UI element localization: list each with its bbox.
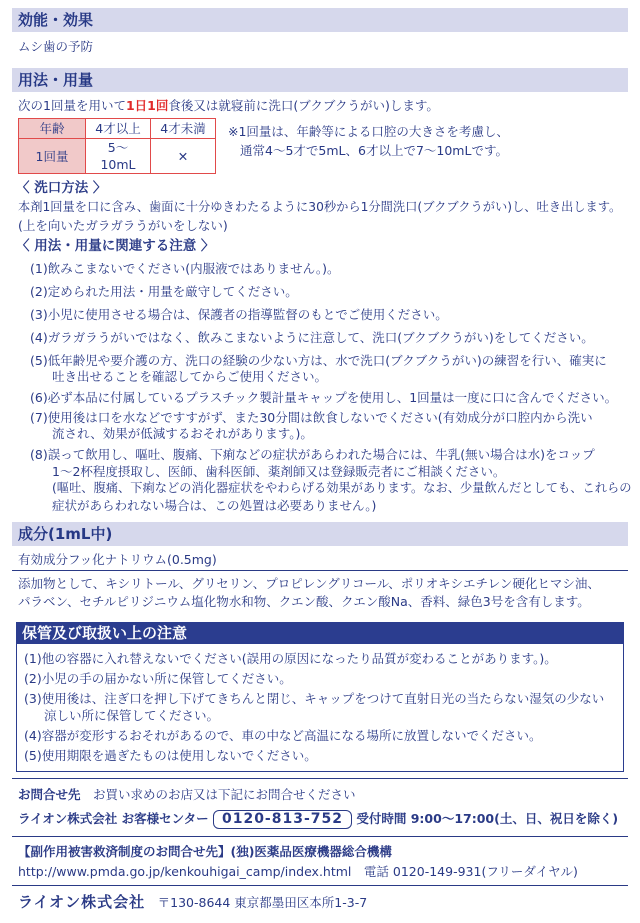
table-row-label: 1回量 [19,139,86,174]
section-efficacy-title: 効能・効果 [12,8,628,32]
storage-3b: 涼しい所に保管してください。 [44,708,220,723]
relief-tel: 電話 0120-149-931(フリーダイヤル) [363,864,578,879]
dosage-note-1: ※1回量は、年齢等による口腔の大きさを考慮し、 [228,124,509,139]
table-cell-under4: ✕ [151,139,216,174]
relief-title: 【副作用被害救済制度のお問合せ先】(独)医薬品医療機器総合機構 [18,844,392,859]
caution-3: (3)小児に使用させる場合は、保護者の指導監督のもとでご使用ください。 [30,307,448,322]
efficacy-body: ムシ歯の予防 [18,39,94,54]
caution-7a: (7)使用後は口を水などですすがず、また30分間は飲食しないでください(有効成分が口腔内から洗い [30,410,593,425]
relief-url: http://www.pmda.go.jp/kenkouhigai_camp/index.html [18,864,352,879]
caution-5b: 吐き出せることを確認してからご使用ください。 [52,369,328,384]
additives-line-1: 添加物として、キシリトール、グリセリン、プロピレングリコール、ポリオキシエチレン硬化ヒマシ油、 [18,576,600,591]
table-cell-4plus: 5〜10mL [86,139,151,174]
caution-2: (2)定められた用法・用量を厳守してください。 [30,284,298,299]
table-header-4plus: 4才以上 [86,119,151,139]
caution-8a: (8)誤って飲用し、嘔吐、腹痛、下痢などの症状があらわれた場合には、牛乳(無い場合は水)をコップ [30,447,595,462]
dosage-intro: 次の1回量を用いて1日1回食後又は就寝前に洗口(ブクブクうがい)します。 [18,98,439,113]
relief-info [18,863,628,880]
storage-1: (1)他の容器に入れ替えないでください(誤用の原因になったり品質が変わることがあります。)。 [24,651,557,666]
usage-caution-title: 〈 用法・用量に関連する注意 〉 [16,238,215,254]
caution-8c: (嘔吐、腹痛、下痢などの消化器症状をやわらげる効果があります。なお、少量飲んだとしても、これらの [52,481,632,495]
caution-4: (4)ガラガラうがいではなく、飲みこまないように注意して、洗口(ブクブクうがい)をしてください。 [30,330,594,345]
storage-3a: (3)使用後は、注ぎ口を押し下げてきちんと閉じ、キャップをつけて直射日光の当たらない湿気の少ない [24,691,605,706]
footer [18,894,628,911]
contact-phone: 0120-813-752 [213,810,352,829]
table-header-age: 年齢 [19,119,86,139]
wash-method-line-2: (上を向いたガラガラうがいをしない) [18,218,228,233]
section-dosage-title: 用法・用量 [12,68,628,92]
caution-1: (1)飲みこまないでください(内服液ではありません。)。 [30,261,340,276]
contact-divider-bottom [12,836,628,837]
contact-line: お問合せ先 お買い求めのお店又は下記にお問合せください [18,787,356,802]
storage-2: (2)小児の手の届かない所に保管してください。 [24,671,292,686]
table-header-under4: 4才未満 [151,119,216,139]
storage-4: (4)容器が変形するおそれがあるので、車の中など高温になる場所に放置しないでください。 [24,728,542,743]
section-ingredients-title: 成分(1mL中) [12,522,628,546]
footer-company: ライオン株式会社 [18,893,146,911]
caution-8b: 1〜2杯程度摂取し、医師、歯科医師、薬剤師又は登録販売者にご相談ください。 [52,464,506,479]
caution-7b: 流され、効果が低減するおそれがあります。)。 [52,426,313,441]
active-ingredient: 有効成分フッ化ナトリウム(0.5mg) [18,552,217,567]
dosage-note-2: 通常4〜5才で5mL、6才以上で7〜10mLです。 [240,143,508,158]
caution-6: (6)必ず本品に付属しているプラスチック製計量キャップを使用し、1回量は一度に口に含んでください。 [30,390,618,405]
dosage-table [18,118,216,174]
footer-divider [12,885,628,886]
contact-divider-top [12,778,628,779]
wash-method-title: 〈 洗口方法 〉 [16,180,107,196]
contact-company-line: ライオン株式会社 お客様センター 0120-813-752 受付時間 9:00〜17:00(土、日、祝日を除く) [18,811,619,827]
section-storage-title: 保管及び取扱い上の注意 [16,622,624,644]
caution-8d: 症状があらわれない場合は、この処置は必要ありません。) [52,498,377,513]
wash-method-line-1: 本剤1回量を口に含み、歯面に十分ゆきわたるように30秒から1分間洗口(ブクブクうがい)し、吐き出します。 [18,200,622,214]
ingredients-divider [12,570,628,571]
storage-5: (5)使用期限を過ぎたものは使用しないでください。 [24,748,317,763]
caution-5a: (5)低年齢児や要介護の方、洗口の経験の少ない方は、水で洗口(ブクブクうがい)の練習を行い、確実に [30,353,607,368]
footer-address: 〒130-8644 東京都墨田区本所1-3-7 [157,895,368,910]
additives-line-2: パラベン、セチルピリジニウム塩化物水和物、クエン酸、クエン酸Na、香料、緑色3号を含有します。 [18,594,590,609]
